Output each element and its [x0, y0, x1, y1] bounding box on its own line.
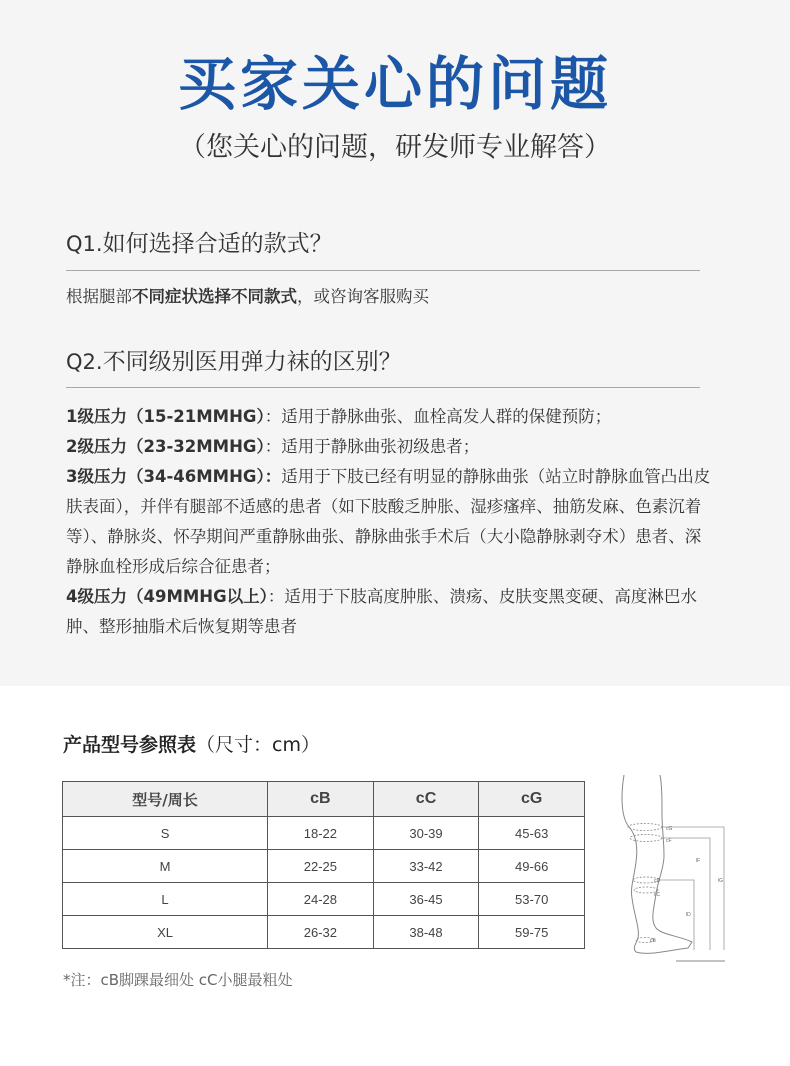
q1-answer-post: ，或咨询客服购买	[297, 287, 429, 306]
size-table-title-bold: 产品型号参照表	[63, 734, 197, 756]
cg-label: cG	[666, 826, 673, 832]
size-table	[62, 781, 585, 949]
table-cell: 45-63	[479, 817, 585, 850]
table-header: 型号/周长	[63, 782, 268, 817]
q1-question: 如何选择合适的款式？	[102, 231, 333, 257]
cb-label: cB	[650, 938, 656, 944]
q2-divider	[66, 387, 700, 388]
page-title: 买家关心的问题	[177, 50, 612, 118]
q2-answer	[66, 402, 716, 642]
table-cell: 38-48	[373, 916, 479, 949]
level-1-name: 1级压力（15-21MMHG）	[66, 407, 265, 426]
table-cell: XL	[63, 916, 268, 949]
size-note: *注：cB脚踝最细处 cC小腿最粗处	[63, 971, 293, 989]
lf-bracket	[662, 838, 710, 950]
table-header: cB	[268, 782, 374, 817]
q2-question: 不同级别医用弹力袜的区别？	[102, 349, 402, 375]
q1-divider	[66, 270, 700, 271]
table-row	[63, 883, 585, 916]
table-cell: 26-32	[268, 916, 374, 949]
cf-label: cF	[666, 838, 672, 844]
lg-bracket	[662, 827, 724, 950]
table-header: cC	[373, 782, 479, 817]
level-1	[66, 402, 716, 432]
q1-title	[66, 227, 333, 261]
table-row	[63, 817, 585, 850]
level-4	[66, 582, 716, 642]
table-cell: S	[63, 817, 268, 850]
table-row	[63, 850, 585, 883]
level-3	[66, 462, 716, 582]
lf-label: lF	[696, 858, 701, 864]
level-4-text: ：适用于下肢高度肿胀、溃疡、皮肤变黑变硬、高度淋巴水肿、整形抽脂术后恢复期等患者	[66, 587, 697, 636]
q2-label: Q2.	[66, 350, 103, 374]
q1-answer-pre: 根据腿部	[66, 287, 132, 306]
cg-ring	[628, 824, 662, 831]
size-table-unit: （尺寸：cm）	[196, 734, 320, 756]
q1-label: Q1.	[66, 232, 103, 256]
table-cell: 30-39	[373, 817, 479, 850]
level-3-text: 适用于下肢已经有明显的静脉曲张（站立时静脉血管凸出皮肤表面），并伴有腿部不适感的患者（如下肢酸乏肿胀、湿疹瘙痒、抽筋发麻、色素沉着等）、静脉炎、怀孕期间严重静脉曲张、静脉曲张手术后（大小隐静脉剥夺术）患者、深静脉血栓形成后综合征患者；	[66, 467, 711, 576]
q2-title	[66, 345, 402, 379]
table-row	[63, 916, 585, 949]
table-cell: L	[63, 883, 268, 916]
level-2-name: 2级压力（23-32MMHG）	[66, 437, 265, 456]
table-cell: 24-28	[268, 883, 374, 916]
q1-answer	[66, 282, 429, 312]
leg-measurement-diagram	[610, 770, 740, 970]
cc-label: cC	[654, 892, 661, 898]
level-3-name: 3级压力（34-46MMHG）：	[66, 467, 282, 486]
table-cell: 22-25	[268, 850, 374, 883]
cd-label: cD	[654, 878, 661, 884]
level-2-text: ：适用于静脉曲张初级患者；	[264, 437, 480, 456]
level-2	[66, 432, 716, 462]
ld-label: lD	[686, 912, 691, 918]
table-cell: 59-75	[479, 916, 585, 949]
table-header-row	[63, 782, 585, 817]
page-subtitle: （您关心的问题，研发师专业解答）	[179, 132, 611, 163]
table-header: cG	[479, 782, 585, 817]
lg-label: lG	[718, 878, 723, 884]
q1-answer-bold: 不同症状选择不同款式	[132, 287, 297, 306]
leg-outline	[622, 775, 692, 953]
table-cell: 18-22	[268, 817, 374, 850]
table-cell: 33-42	[373, 850, 479, 883]
table-cell: 53-70	[479, 883, 585, 916]
table-cell: M	[63, 850, 268, 883]
size-table-title	[63, 730, 320, 760]
table-cell: 49-66	[479, 850, 585, 883]
level-4-name: 4级压力（49MMHG以上）	[66, 587, 268, 606]
level-1-text: ：适用于静脉曲张、血栓高发人群的保健预防；	[264, 407, 612, 426]
table-cell: 36-45	[373, 883, 479, 916]
